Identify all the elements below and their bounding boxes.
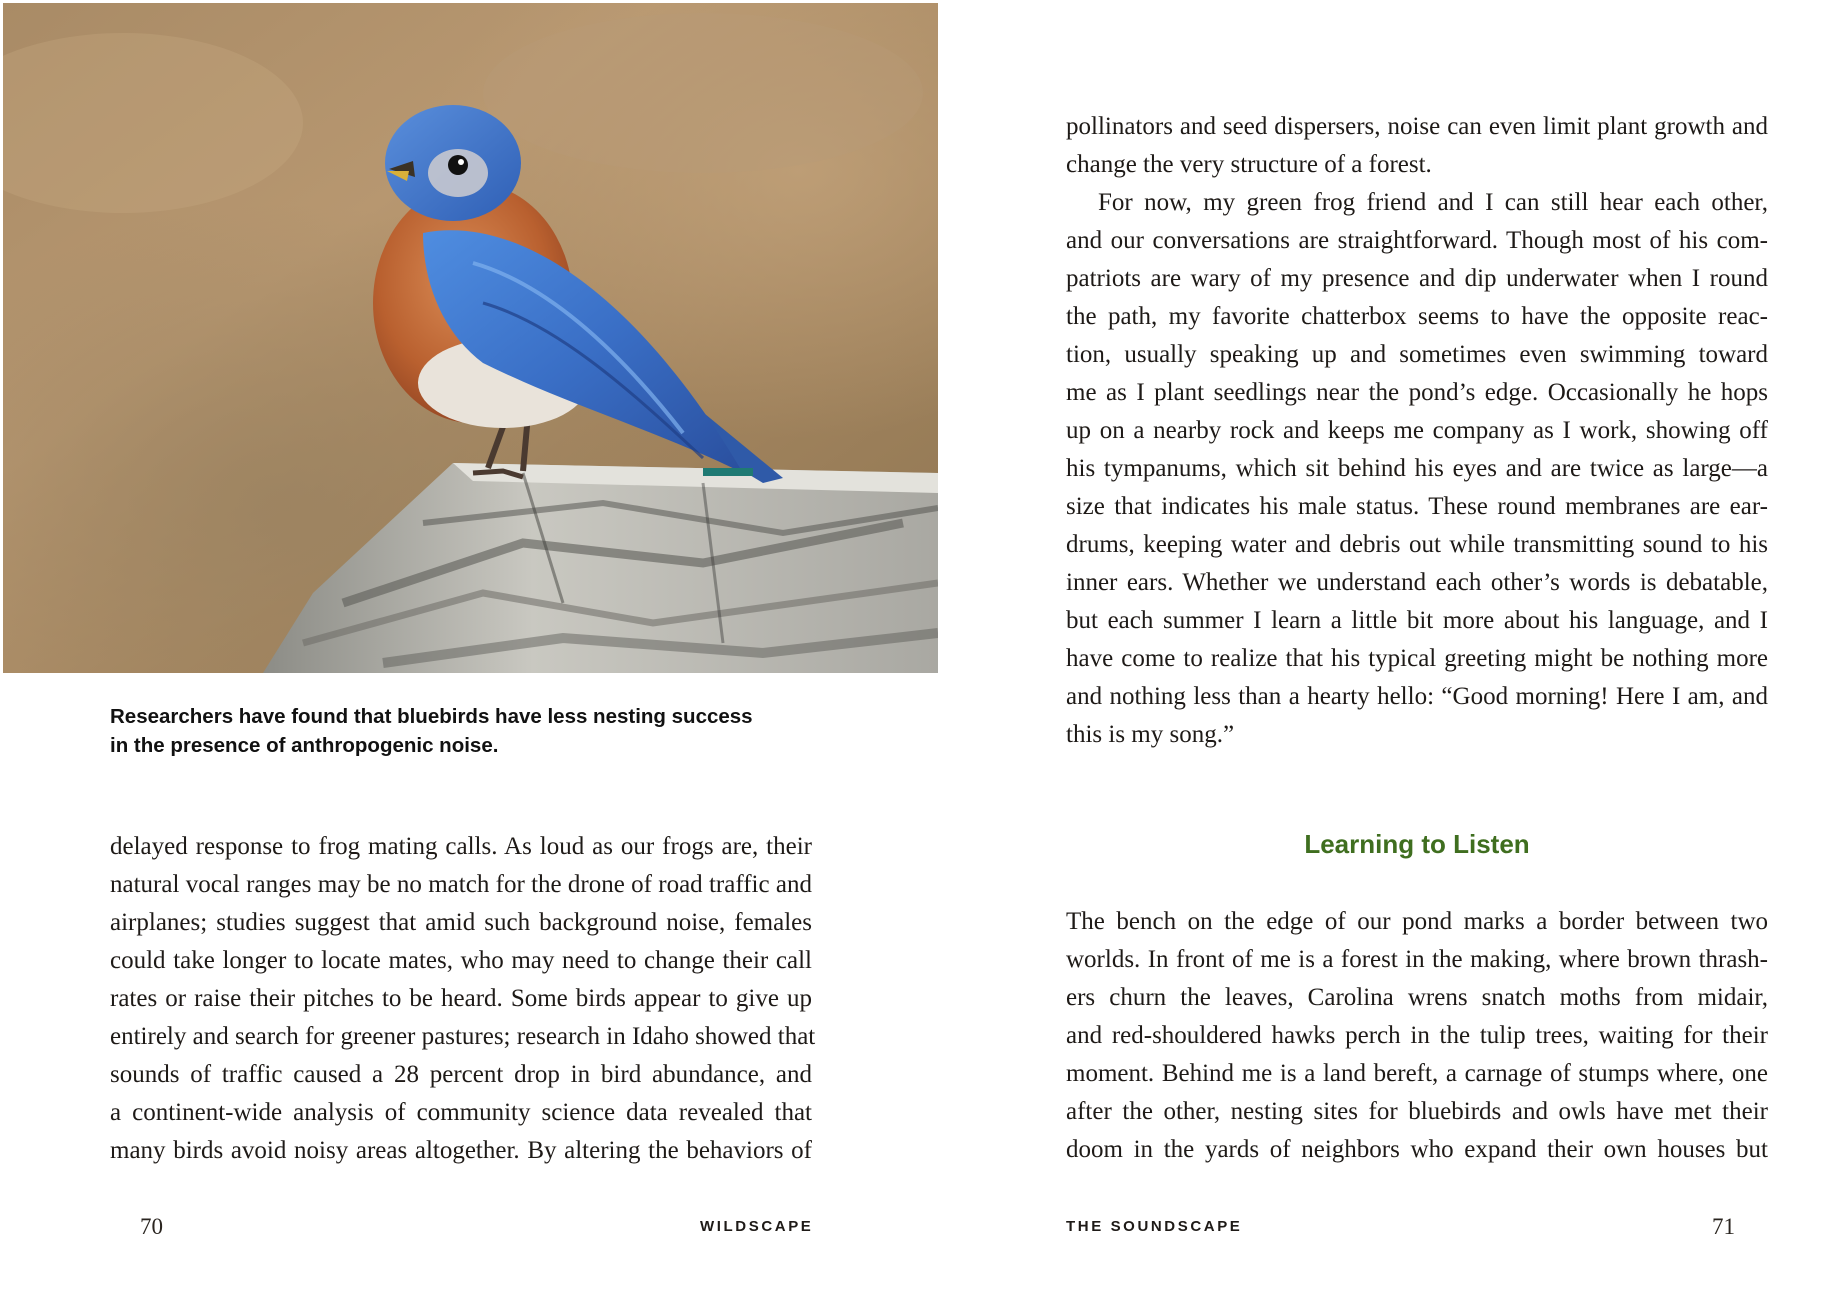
page-number-left: 70 (140, 1214, 163, 1239)
text-line: pollinators and seed dispersers, noise can even limit plant growth and (1066, 113, 1768, 140)
text-line: have come to realize that his typical greeting might be nothing more (1066, 645, 1768, 672)
text-line: For now, my green frog friend and I can still hear each other, (1098, 189, 1768, 216)
text-line: could take longer to locate mates, who may need to change their call (110, 947, 812, 974)
right-page-top-text (1066, 108, 1768, 754)
text-line: his tympanums, which sit behind his eyes and are twice as large—a (1066, 455, 1768, 482)
text-line: rates or raise their pitches to be heard. Some birds appear to give up (110, 985, 812, 1012)
text-line: sounds of traffic caused a 28 percent drop in bird abundance, and (110, 1061, 812, 1088)
text-line: drums, keeping water and debris out while transmitting sound to his (1066, 531, 1768, 558)
caption-line: in the presence of anthropogenic noise. (110, 734, 499, 757)
text-line: airplanes; studies suggest that amid such background noise, females (110, 909, 812, 936)
text-line: size that indicates his male status. These round membranes are ear- (1066, 493, 1768, 520)
text-line: and our conversations are straightforward. Though most of his com- (1066, 227, 1768, 254)
text-line: and red-shouldered hawks perch in the tulip trees, waiting for their (1066, 1022, 1768, 1049)
text-line: patriots are wary of my presence and dip underwater when I round (1066, 265, 1768, 292)
text-line: tion, usually speaking up and sometimes even swimming toward (1066, 341, 1768, 368)
left-page-body-text (110, 828, 816, 1170)
text-line: after the other, nesting sites for bluebirds and owls have met their (1066, 1098, 1768, 1125)
text-line: ers churn the leaves, Carolina wrens snatch moths from midair, (1066, 984, 1768, 1011)
text-line: The bench on the edge of our pond marks a border between two (1066, 908, 1768, 935)
text-line: many birds avoid noisy areas altogether. By altering the behaviors of (110, 1137, 812, 1164)
running-head-left: WILDSCAPE (700, 1218, 814, 1235)
text-line: entirely and search for greener pastures; research in Idaho showed that (110, 1023, 816, 1050)
text-line: inner ears. Whether we understand each other’s words is debatable, (1066, 569, 1768, 596)
text-line: doom in the yards of neighbors who expand their own houses but (1066, 1136, 1768, 1163)
right-page-bottom-text (1066, 903, 1768, 1169)
text-line: but each summer I learn a little bit more about his language, and I (1066, 607, 1768, 634)
text-line: natural vocal ranges may be no match for the drone of road traffic and (110, 871, 812, 898)
text-line: moment. Behind me is a land bereft, a carnage of stumps where, one (1066, 1060, 1768, 1087)
photo-caption (110, 702, 753, 760)
text-line: the path, my favorite chatterbox seems to have the opposite reac- (1066, 303, 1768, 330)
text-line: a continent-wide analysis of community science data revealed that (110, 1099, 812, 1126)
text-line: up on a nearby rock and keeps me company as I work, showing off (1066, 417, 1768, 444)
text-line: change the very structure of a forest. (1066, 151, 1432, 178)
text-line: and nothing less than a hearty hello: “Good morning! Here I am, and (1066, 683, 1768, 710)
text-line: worlds. In front of me is a forest in the making, where brown thrash- (1066, 946, 1768, 973)
bluebird-photo (3, 3, 938, 673)
text-line: this is my song.” (1066, 721, 1235, 748)
section-heading: Learning to Listen (1304, 829, 1530, 859)
text-line: delayed response to frog mating calls. As loud as our frogs are, their (110, 833, 812, 860)
text-line: me as I plant seedlings near the pond’s edge. Occasionally he hops (1066, 379, 1768, 406)
page-number-right: 71 (1712, 1214, 1735, 1239)
running-head-right: THE SOUNDSCAPE (1066, 1218, 1243, 1235)
caption-line: Researchers have found that bluebirds have less nesting success (110, 705, 753, 728)
